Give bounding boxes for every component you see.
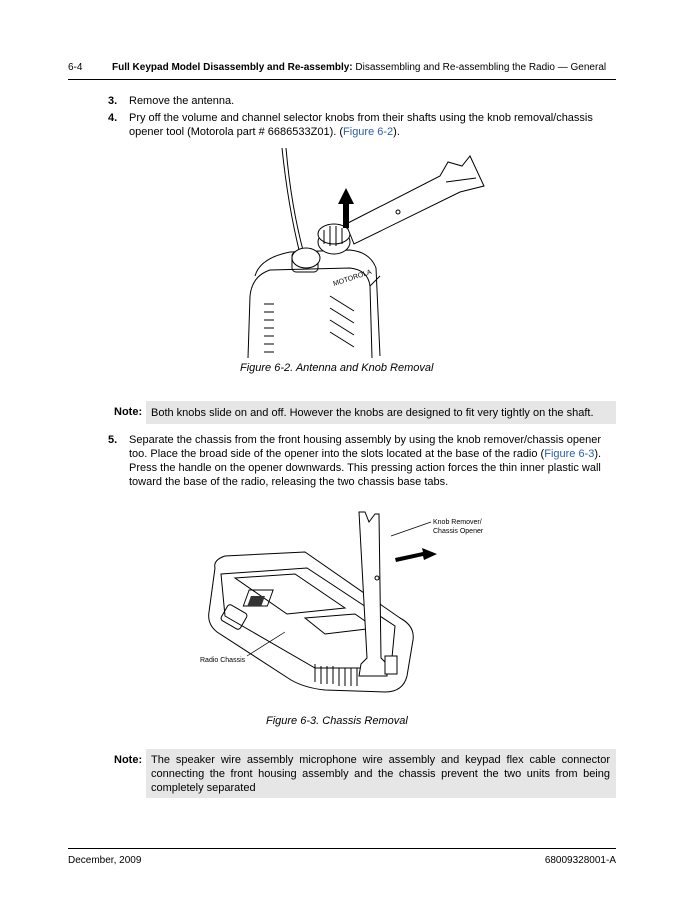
figure-6-3-link[interactable]: Figure 6-3 xyxy=(544,448,595,460)
figure-6-3-caption: Figure 6-3. Chassis Removal xyxy=(266,715,408,727)
step-text-part: ). xyxy=(393,126,400,138)
note-box xyxy=(146,401,616,424)
tool-label xyxy=(433,518,483,536)
note-label: Note: xyxy=(114,406,143,418)
antenna-knob-removal-illustration xyxy=(230,146,495,358)
footer-doc-number: 68009328001-A xyxy=(544,855,616,866)
step-text xyxy=(129,111,617,139)
tool-label-line: Chassis Opener xyxy=(433,528,484,535)
chassis-removal-illustration xyxy=(195,508,440,708)
tool-label-line: Knob Remover/ xyxy=(433,519,482,526)
step-number: 5. xyxy=(108,434,118,446)
note-label: Note: xyxy=(114,754,143,766)
note-box xyxy=(146,749,616,798)
note-text: The speaker wire assembly microphone wire assembly and keypad flex cable connector connecting the front housing assembly and the chassis prevent the two units from being completely separated xyxy=(151,754,610,794)
footer-rule xyxy=(68,848,616,849)
header-title-bold: Full Keypad Model Disassembly and Re-assembly: xyxy=(112,62,353,73)
figure-6-2-caption: Figure 6-2. Antenna and Knob Removal xyxy=(240,362,434,374)
header-rule xyxy=(68,79,616,80)
step-text-part: ). Press the handle on the opener downwards. This pressing action forces the thin inner plastic wall toward the base of the radio, releasing the two chassis base tabs. xyxy=(129,448,602,488)
step-number: 4. xyxy=(108,112,118,124)
note-text: Both knobs slide on and off. However the knobs are designed to fit very tightly on the shaft. xyxy=(151,407,594,419)
figure-6-2-link[interactable]: Figure 6-2 xyxy=(343,126,394,138)
step-text: Remove the antenna. xyxy=(129,95,235,107)
header-title xyxy=(112,62,606,73)
step-number: 3. xyxy=(108,95,118,107)
page-number: 6-4 xyxy=(68,62,83,73)
step-text xyxy=(129,433,617,489)
radio-brand-text: MOTOROLA xyxy=(332,268,373,288)
chassis-label: Radio Chassis xyxy=(200,657,246,664)
step-text-part: Separate the chassis from the front housing assembly by using the knob remover/chassis opener too. Place the broad side of the opener into the slots located at the base of the radio ( xyxy=(129,434,602,460)
step-text-part: Pry off the volume and channel selector knobs from their shafts using the knob removal/chassis opener tool (Motorola part # 6686533Z01). ( xyxy=(129,112,593,138)
footer-date: December, 2009 xyxy=(68,855,142,866)
header-title-rest: Disassembling and Re-assembling the Radio — General xyxy=(352,62,607,73)
